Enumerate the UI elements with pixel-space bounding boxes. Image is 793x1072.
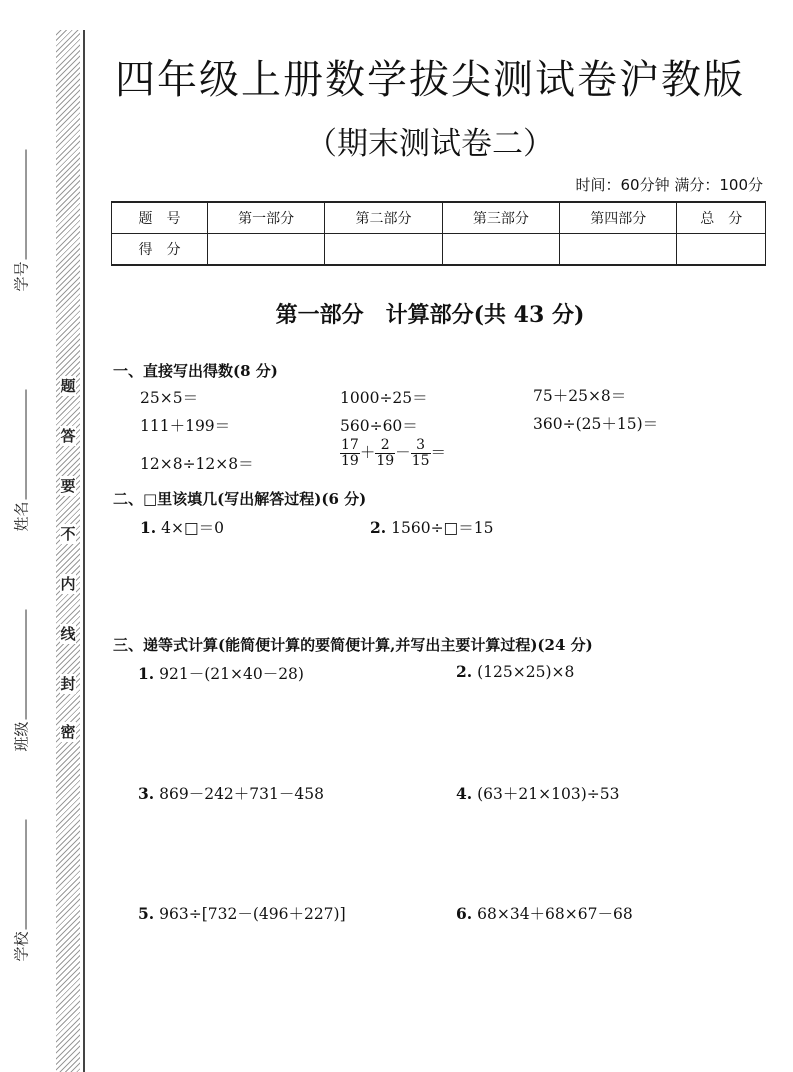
fraction-numerator: 3 — [411, 438, 431, 454]
score-cell[interactable] — [677, 234, 766, 266]
question-number: 2. — [456, 662, 473, 681]
seal-char: 要 — [60, 477, 76, 495]
seal-char: 内 — [60, 575, 76, 593]
student-id-label: 学号 — [12, 261, 31, 292]
question-number: 6. — [456, 904, 473, 923]
class-line — [16, 609, 27, 719]
question-text: 869－242＋731－458 — [159, 785, 324, 803]
equals-sign: ＝ — [430, 443, 447, 462]
question-number: 4. — [456, 784, 473, 803]
fill-box-question — [370, 516, 493, 538]
fraction-question — [340, 438, 446, 469]
binding-margin-line — [83, 30, 85, 1072]
seal-char: 密 — [60, 723, 76, 741]
time-score-info: 时间：60分钟 满分：100分 — [575, 176, 763, 194]
calc-question — [138, 782, 324, 804]
oral-question: 111＋199＝ — [140, 417, 231, 435]
calc-question — [456, 902, 633, 924]
student-id-field[interactable] — [11, 149, 32, 291]
score-row-label: 得 分 — [112, 234, 208, 266]
student-id-line — [16, 149, 27, 259]
oral-question: 560÷60＝ — [340, 417, 418, 435]
question-text: 1560÷□＝15 — [391, 519, 494, 537]
section1-heading: 一、直接写出得数(8 分) — [113, 362, 278, 380]
score-table-header: 题 号 — [112, 202, 208, 234]
seal-char: 不 — [60, 525, 76, 543]
oral-question: 360÷(25＋15)＝ — [533, 415, 659, 433]
section2-heading: 二、□里该填几(写出解答过程)(6 分) — [113, 490, 367, 508]
question-number: 2. — [370, 518, 387, 537]
fraction-denominator: 19 — [341, 453, 359, 469]
page-title: 四年级上册数学拔尖测试卷沪教版 — [115, 57, 745, 103]
question-text: 4×□＝0 — [161, 519, 224, 537]
calc-question — [456, 662, 574, 681]
fraction — [411, 438, 431, 469]
score-cell[interactable] — [560, 234, 677, 266]
score-table-score-row — [112, 234, 766, 266]
score-table-header: 第一部分 — [208, 202, 325, 234]
fraction-denominator: 19 — [376, 453, 395, 469]
question-number: 1. — [140, 518, 157, 537]
binding-margin-strip — [56, 30, 80, 1072]
oral-question: 75＋25×8＝ — [533, 387, 627, 405]
school-label: 学校 — [12, 931, 31, 962]
section3-heading: 三、递等式计算(能简便计算的要简便计算,并写出主要计算过程)(24 分) — [113, 636, 593, 654]
score-table-header: 第二部分 — [325, 202, 442, 234]
seal-char: 封 — [60, 675, 76, 693]
fraction — [375, 438, 395, 469]
calc-question — [456, 782, 619, 804]
oral-question: 1000÷25＝ — [340, 389, 428, 407]
question-text: 963÷[732－(496＋227)] — [159, 905, 346, 923]
score-cell[interactable] — [208, 234, 325, 266]
score-cell[interactable] — [325, 234, 442, 266]
calc-question — [138, 902, 346, 924]
page-subtitle: （期末测试卷二） — [306, 126, 554, 162]
name-label: 姓名 — [12, 501, 31, 532]
seal-char: 线 — [60, 625, 76, 643]
fraction — [340, 438, 360, 469]
score-cell[interactable] — [442, 234, 559, 266]
score-table — [111, 201, 766, 266]
fraction-denominator: 15 — [411, 453, 430, 469]
class-field[interactable] — [11, 609, 32, 751]
question-text: 68×34＋68×67－68 — [477, 905, 633, 923]
name-line — [16, 389, 27, 499]
score-table-header: 总 分 — [677, 202, 766, 234]
oral-question: 12×8÷12×8＝ — [140, 455, 254, 473]
operator: ＋ — [359, 443, 376, 462]
seal-char: 答 — [60, 427, 76, 445]
class-label: 班级 — [12, 721, 31, 752]
score-table-header-row — [112, 202, 766, 234]
question-number: 1. — [138, 664, 155, 683]
fraction-numerator: 2 — [375, 438, 395, 454]
question-text: 921－(21×40－28) — [159, 665, 304, 683]
school-line — [16, 819, 27, 929]
question-text: (63＋21×103)÷53 — [477, 785, 620, 803]
calc-question — [138, 662, 304, 684]
question-number: 3. — [138, 784, 155, 803]
school-field[interactable] — [11, 819, 32, 961]
fraction-numerator: 17 — [341, 437, 359, 453]
oral-question: 25×5＝ — [140, 389, 199, 407]
part1-title: 第一部分 计算部分(共 43 分) — [275, 302, 585, 328]
question-number: 5. — [138, 904, 155, 923]
score-table-header: 第四部分 — [560, 202, 677, 234]
question-text: (125×25)×8 — [477, 663, 575, 681]
score-table-header: 第三部分 — [442, 202, 559, 234]
operator: － — [395, 443, 411, 462]
seal-char: 题 — [60, 377, 76, 395]
name-field[interactable] — [11, 389, 32, 531]
fill-box-question — [140, 516, 224, 538]
